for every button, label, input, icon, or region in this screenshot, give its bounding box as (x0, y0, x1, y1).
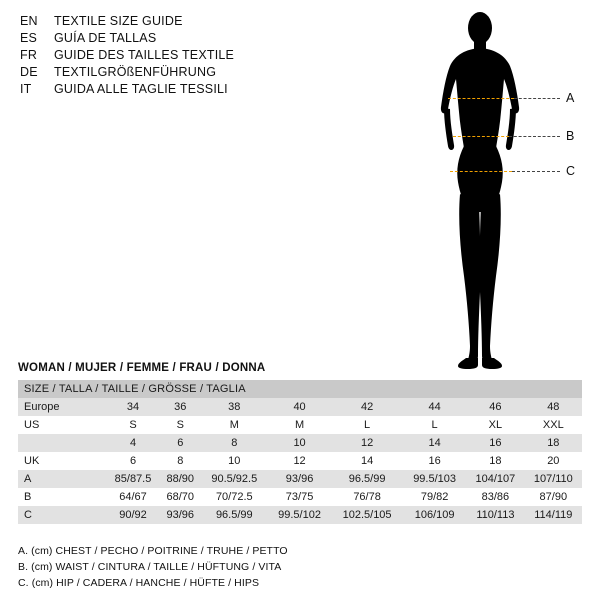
cell: 6 (160, 434, 201, 452)
cell: 8 (160, 452, 201, 470)
cell: 16 (403, 452, 466, 470)
leader-line-a (514, 98, 560, 99)
cell: 107/110 (525, 470, 582, 488)
cell: L (331, 416, 403, 434)
language-title-list (20, 14, 360, 99)
cell: 38 (201, 398, 269, 416)
cell: 76/78 (331, 488, 403, 506)
row-label: UK (18, 452, 106, 470)
cell: 90.5/92.5 (201, 470, 269, 488)
callout-label-a: A (566, 91, 575, 105)
row-label: B (18, 488, 106, 506)
cell: 48 (525, 398, 582, 416)
language-row-it (20, 82, 360, 99)
language-code: DE (20, 65, 38, 79)
cell: 18 (525, 434, 582, 452)
row-label: US (18, 416, 106, 434)
cell: 99.5/102 (268, 506, 331, 524)
table-header-label: SIZE / TALLA / TAILLE / GRÖSSE / TAGLIA (18, 380, 582, 398)
language-title: GUIDE DES TAILLES TEXTILE (54, 48, 235, 62)
language-row-es (20, 31, 360, 48)
cell: 104/107 (466, 470, 525, 488)
cell: 14 (331, 452, 403, 470)
cell: 96.5/99 (201, 506, 269, 524)
cell: 4 (106, 434, 160, 452)
cell: 93/96 (160, 506, 201, 524)
language-code: ES (20, 31, 38, 45)
measure-line-chest (448, 98, 514, 99)
cell: L (403, 416, 466, 434)
language-title: TEXTILGRÖßENFÜHRUNG (54, 65, 217, 79)
measurement-notes (18, 543, 578, 591)
table-caption: WOMAN / MUJER / FEMME / FRAU / DONNA (18, 362, 266, 374)
cell: 10 (268, 434, 331, 452)
cell: 10 (201, 452, 269, 470)
row-label: Europe (18, 398, 106, 416)
cell: 16 (466, 434, 525, 452)
cell: 42 (331, 398, 403, 416)
language-title: GUIDA ALLE TAGLIE TESSILI (54, 82, 228, 96)
table-row (18, 488, 582, 506)
cell: 96.5/99 (331, 470, 403, 488)
callout-label-c: C (566, 164, 576, 178)
cell: 83/86 (466, 488, 525, 506)
cell: 85/87.5 (106, 470, 160, 488)
cell: 73/75 (268, 488, 331, 506)
language-row-de (20, 65, 360, 82)
cell: M (268, 416, 331, 434)
callout-label-b: B (566, 129, 575, 143)
cell: 46 (466, 398, 525, 416)
cell: 8 (201, 434, 269, 452)
cell: M (201, 416, 269, 434)
cell: 12 (268, 452, 331, 470)
cell: 34 (106, 398, 160, 416)
cell: S (160, 416, 201, 434)
cell: 87/90 (525, 488, 582, 506)
leader-line-b (509, 136, 560, 137)
leader-line-c (512, 171, 560, 172)
cell: 88/90 (160, 470, 201, 488)
cell: 14 (403, 434, 466, 452)
cell: 114/119 (525, 506, 582, 524)
cell: S (106, 416, 160, 434)
cell: 93/96 (268, 470, 331, 488)
cell: 106/109 (403, 506, 466, 524)
note-hip: C. (cm) HIP / CADERA / HANCHE / HÜFTE / HIPS (18, 577, 260, 589)
size-table (18, 380, 582, 524)
cell: 40 (268, 398, 331, 416)
note-waist: B. (cm) WAIST / CINTURA / TAILLE / HÜFTUNG / VITA (18, 561, 282, 573)
table-row (18, 434, 582, 452)
language-title: TEXTILE SIZE GUIDE (54, 14, 183, 28)
row-label: C (18, 506, 106, 524)
table-row (18, 416, 582, 434)
note-chest: A. (cm) CHEST / PECHO / POITRINE / TRUHE / PETTO (18, 545, 288, 557)
cell: 44 (403, 398, 466, 416)
cell: 64/67 (106, 488, 160, 506)
row-label: A (18, 470, 106, 488)
cell: 18 (466, 452, 525, 470)
table-row (18, 398, 582, 416)
language-title: GUÍA DE TALLAS (54, 31, 157, 45)
cell: 70/72.5 (201, 488, 269, 506)
cell: 79/82 (403, 488, 466, 506)
figure-female-silhouette (400, 8, 600, 378)
language-row-en (20, 14, 360, 31)
cell: 110/113 (466, 506, 525, 524)
language-code: EN (20, 14, 38, 28)
cell: 36 (160, 398, 201, 416)
table-row (18, 506, 582, 524)
cell: 68/70 (160, 488, 201, 506)
measure-line-hip (450, 171, 512, 172)
table-header-row (18, 380, 582, 398)
cell: 12 (331, 434, 403, 452)
cell: 6 (106, 452, 160, 470)
language-row-fr (20, 48, 360, 65)
cell: 99.5/103 (403, 470, 466, 488)
cell: XL (466, 416, 525, 434)
cell: 102.5/105 (331, 506, 403, 524)
table-row (18, 452, 582, 470)
body-silhouette-icon (400, 8, 600, 378)
row-label (18, 434, 106, 452)
table-row (18, 470, 582, 488)
cell: 20 (525, 452, 582, 470)
cell: XXL (525, 416, 582, 434)
language-code: IT (20, 82, 32, 96)
language-code: FR (20, 48, 38, 62)
measure-line-waist (453, 136, 509, 137)
cell: 90/92 (106, 506, 160, 524)
